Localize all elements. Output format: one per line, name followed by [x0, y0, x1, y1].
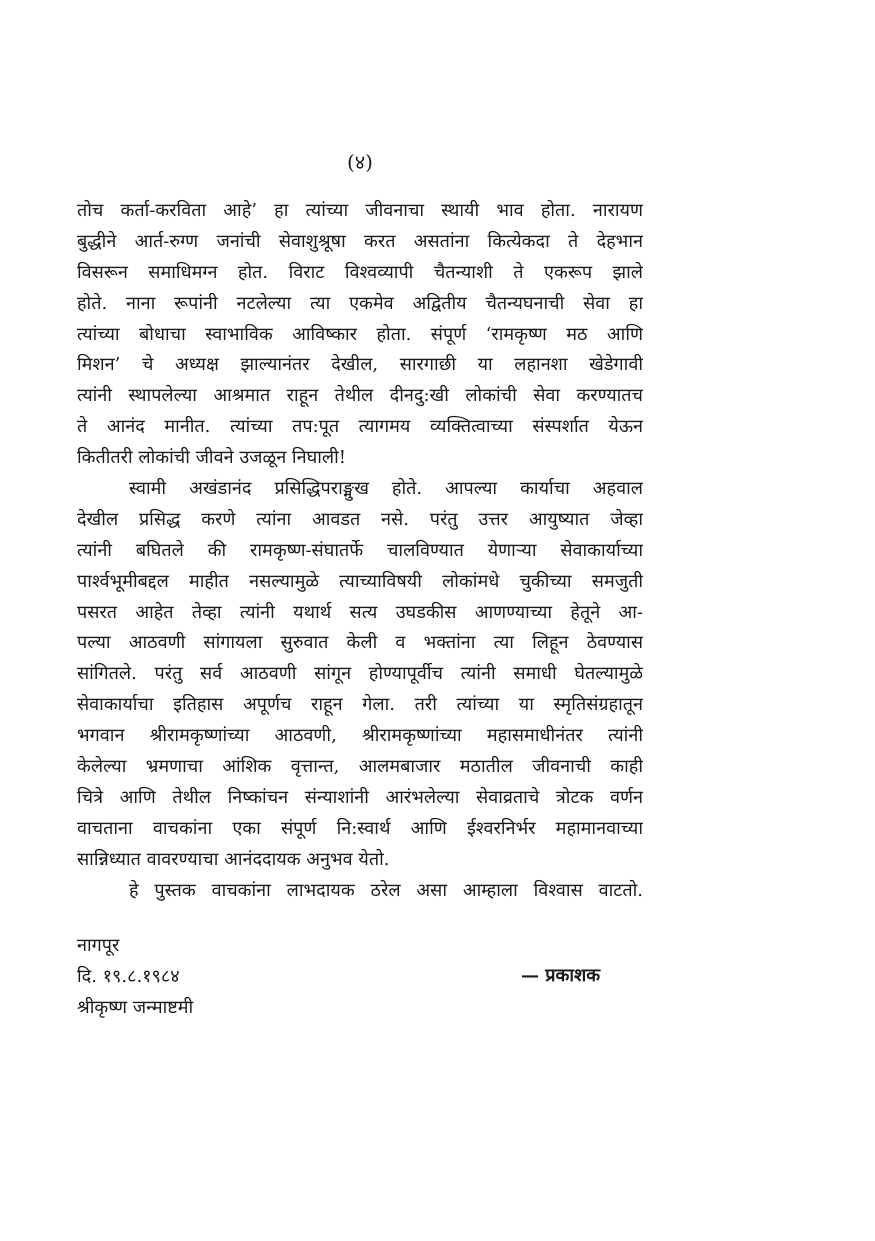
- footer-place-date: [77, 930, 193, 1023]
- text-line: त्यांच्या बोधाचा स्वाभाविक आविष्कार होता. संपूर्ण ‘रामकृष्ण मठ आणि: [77, 323, 643, 345]
- body-text: [77, 196, 643, 906]
- date-line: दि. १९.८.१९८४: [77, 966, 180, 987]
- text-line: सेवाकार्याचा इतिहास अपूर्णच राहून गेला. तरी त्यांच्या या स्मृतिसंग्रहातून: [77, 694, 643, 716]
- text-line: पल्या आठवणी सांगायला सुरुवात केली व भक्तांना त्या लिहून ठेवण्यास: [77, 632, 643, 654]
- text-line: मिशन’ चे अध्यक्ष झाल्यानंतर देखील, सारगाछी या लहानशा खेडेगावी: [77, 354, 643, 376]
- place-name: नागपूर: [77, 935, 120, 956]
- text-line: होते. नाना रूपांनी नटलेल्या त्या एकमेव अद्वितीय चैतन्यघनाची सेवा हा: [77, 292, 643, 314]
- text-line: पार्श्वभूमीबद्दल माहीत नसल्यामुळे त्याच्याविषयी लोकांमधे चुकीच्या समजुती: [77, 570, 643, 592]
- text-line: सान्निध्यात वावरण्याचा आनंददायक अनुभव येतो.: [77, 848, 390, 870]
- text-line: केलेल्या भ्रमणाचा आंशिक वृत्तान्त, आलमबाजार मठातील जीवनाची काही: [77, 756, 643, 778]
- text-line: पसरत आहेत तेव्हा त्यांनी यथार्थ सत्य उघडकीस आणण्याच्या हेतूने आ-: [77, 601, 643, 623]
- text-line: स्वामी अखंडानंद प्रसिद्धिपराङ्मुख होते. आपल्या कार्याचा अहवाल: [129, 478, 643, 500]
- text-line: त्यांनी बघितले की रामकृष्ण-संघातर्फे चालविण्यात येणाऱ्या सेवाकार्याच्या: [77, 539, 643, 561]
- publisher-signature: — प्रकाशक: [521, 965, 601, 986]
- text-line: सांगितले. परंतु सर्व आठवणी सांगून होण्यापूर्वीच त्यांनी समाधी घेतल्यामुळे: [77, 663, 643, 685]
- text-line: चित्रे आणि तेथील निष्कांचन संन्याशांनी आरंभलेल्या सेवाव्रताचे त्रोटक वर्णन: [77, 786, 643, 808]
- text-line: विसरून समाधिमग्न होत. विराट विश्वव्यापी चैतन्याशी ते एकरूप झाले: [77, 261, 643, 283]
- text-line: देखील प्रसिद्ध करणे त्यांना आवडत नसे. परंतु उत्तर आयुष्यात जेव्हा: [77, 508, 643, 530]
- text-line: ते आनंद मानीत. त्यांच्या तप:पूत त्यागमय व्यक्तित्वाच्या संस्पर्शात येऊन: [77, 416, 643, 438]
- page-number: (४): [346, 150, 373, 174]
- paragraph-1: [77, 196, 643, 474]
- occasion-line: श्रीकृष्ण जन्माष्टमी: [77, 997, 194, 1018]
- text-line: हे पुस्तक वाचकांना लाभदायक ठरेल असा आम्हाला विश्वास वाटतो.: [129, 879, 643, 901]
- text-line: तोच कर्ता-करविता आहे’ हा त्यांच्या जीवनाचा स्थायी भाव होता. नारायण: [77, 200, 643, 221]
- text-line: त्यांनी स्थापलेल्या आश्रमात राहून तेथील दीनदु:खी लोकांची सेवा करण्यातच: [77, 385, 643, 407]
- paragraph-2: [77, 474, 643, 876]
- text-line: भगवान श्रीरामकृष्णांच्या आठवणी, श्रीरामकृष्णांच्या महासमाधीनंतर त्यांनी: [77, 725, 643, 747]
- text-line: बुद्धीने आर्त-रुग्ण जनांची सेवाशुश्रूषा करत असतांना कित्येकदा ते देहभान: [77, 230, 643, 252]
- text-line: वाचताना वाचकांना एका संपूर्ण नि:स्वार्थ आणि ईश्वरनिर्भर महामानवाच्या: [77, 817, 643, 839]
- text-line: कितीतरी लोकांची जीवने उजळून निघाली!: [77, 447, 346, 469]
- paragraph-3: [77, 876, 643, 907]
